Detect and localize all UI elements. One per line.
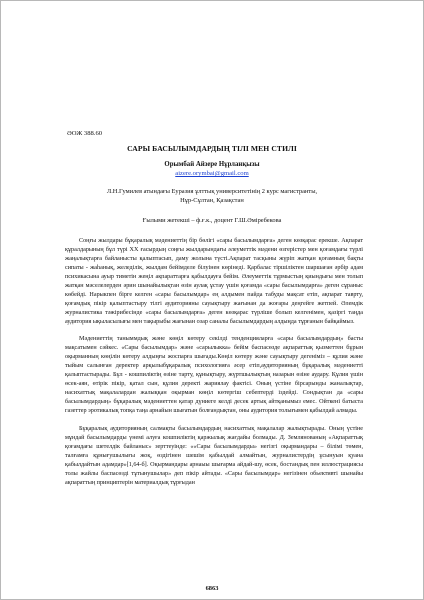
affiliation-line-2: Нұр-Сұлтан, Қазақстан [180, 197, 244, 205]
affiliation-line-1: Л.Н.Гумилев атындағы Еуразия ұлттық университетінің 2 курс магистранты, [106, 188, 318, 195]
article-title: САРЫ БАСЫЛЫМДАРДЫҢ ТІЛІ МЕН СТИЛІ [127, 144, 297, 153]
body-paragraph-3: Бұқаралық аудиторияның салмақты басылымдардың насихаттық мақалалар жалықтырады. Оның үстіне мұндай басылымдарды үнемі алуға кошпиліктің қаржылық жағдайы болмады. Д. Землянованың «Ақпараттық қоғамдағы шетелдік байланыс» зерттеуінде: ««Сары басылымдарды» негізгі оқырмандары – білімі төмен, талғамға құнығушылығы жоқ, өздігінен шешім қабылдай алмайтын, журналистердің ұсынуын қуана қабылдайтын адамдар»[1,64-б]. Оқырмандары арнаыы шығарма айдай-шу, өсек, бостандық пен иллюстрациясы толы жайлы баспасөзді тұтынушылар» деп пікір айтады. «Сары басылымдар» негізінен обьективті шынайы ақпараттың принциптерін материалдық тұрғыдан [65, 425, 363, 486]
page-number: 6863 [205, 585, 219, 592]
article-body [65, 237, 363, 488]
author-affiliation [1, 187, 423, 206]
udc-code: ӘОЖ 388.60 [67, 130, 103, 137]
author-email-link[interactable]: aizere.orymbai@gmail.com [175, 170, 249, 177]
body-paragraph-1: Соңғы жылдары бұқаралық мәдениеттің бір бөлігі «сары басылымдарға» деген көзқарас ерекше. Ақпарат құралдарының бұл түрі ХХ ғасырдың соңғы жылдарындағы әлеуметтік мәдени өзгерістер мен қоғамдағы түрлі жаңалықтарға байланысты қалыптасып, даму жолына түсті.Ақпарат тасқыны жүріп жатқан қоғамның бақты сипаты - жаһанық, желеділік, жылдам бейімделе білуінен көрінеді. Қарбалас тіршіліктен шаршаған әрбір адам психикасына ауыр тиметін жеңіл ақпараттарға қабылдауға бейім. Әлеуметтік тұрмыстың қиындығы мен толып жатқан мәселелерден әрин шынайылықтан өзін аулақ ұстау үшін қоғамда «сары басылымдарға» деген сұраныс көбейді. Нарыкпен бірге келген «сары басылымдар» ең алдымен пайда табуды мақсат етіп, ақпарат таврту, қоғамдық пікір қалыптастыру тілгі аудиторияны сауықтыру жағынан да жоғары деңгейге жетпей. Әлемдік журналистика тәжірибесінде «сары басылымдарға» деген көзқарас түрліше болып келгенімен, қазіргі таңда аудитория ықыласылығы мен тақырыбы жағынан озар саналы басылымдардың алдыңда тұрғанын байқаймыз. [65, 238, 363, 325]
scientific-supervisor: Ғылыми жетекші – ф.ғ.к., доцент Г.Ш.Әміребекова [142, 217, 282, 224]
author-name: Орымбай Айзере Нұрланқызы [164, 161, 260, 168]
body-paragraph-2: Мәдениеттің таныммдық және көңіл көтеру секілді тенденцияларға «сары басылымдардың» басты мақсатымен сәйкес. «Сары басылымдар» және «сарылыкка» бейім баспасөзде ақпараттық қызметтен бұрын оқырманның көңілін көтеру алдыңғы жоспарға шығады.Көңіл көтеру және сауықтыру дегеніміз – құлия және тыйым салынған деректер арқылыбұқаралық психологияға әсер етіп,аудиторияның бұқаралық мәдениетті қалыптастырады. Бұл - кошпиліктің өзіне тарту, құнықтыру, жүртшылықтың назарын өзіне аудару. Құлия үшін өсек-аян, өтірік пікір, қатал сын, құлия деректі жариялау фактісі. Оның үстіне бірсарынды жаналықтар, насихаттық мақалалардан жалыққан оқырман көңіл көтергіш себептерді іздейді. Сондықтан да «сары басылымдардың» бұқаралық мәдениеттен қатар дүниеге келді десек артық айтқанымыз емес. Ойткені батыста газеттер эротикалық топқа таңа арнайын шығатын болғандықтан, оны аудитория толығымен қабылдай алмады. [65, 336, 363, 415]
